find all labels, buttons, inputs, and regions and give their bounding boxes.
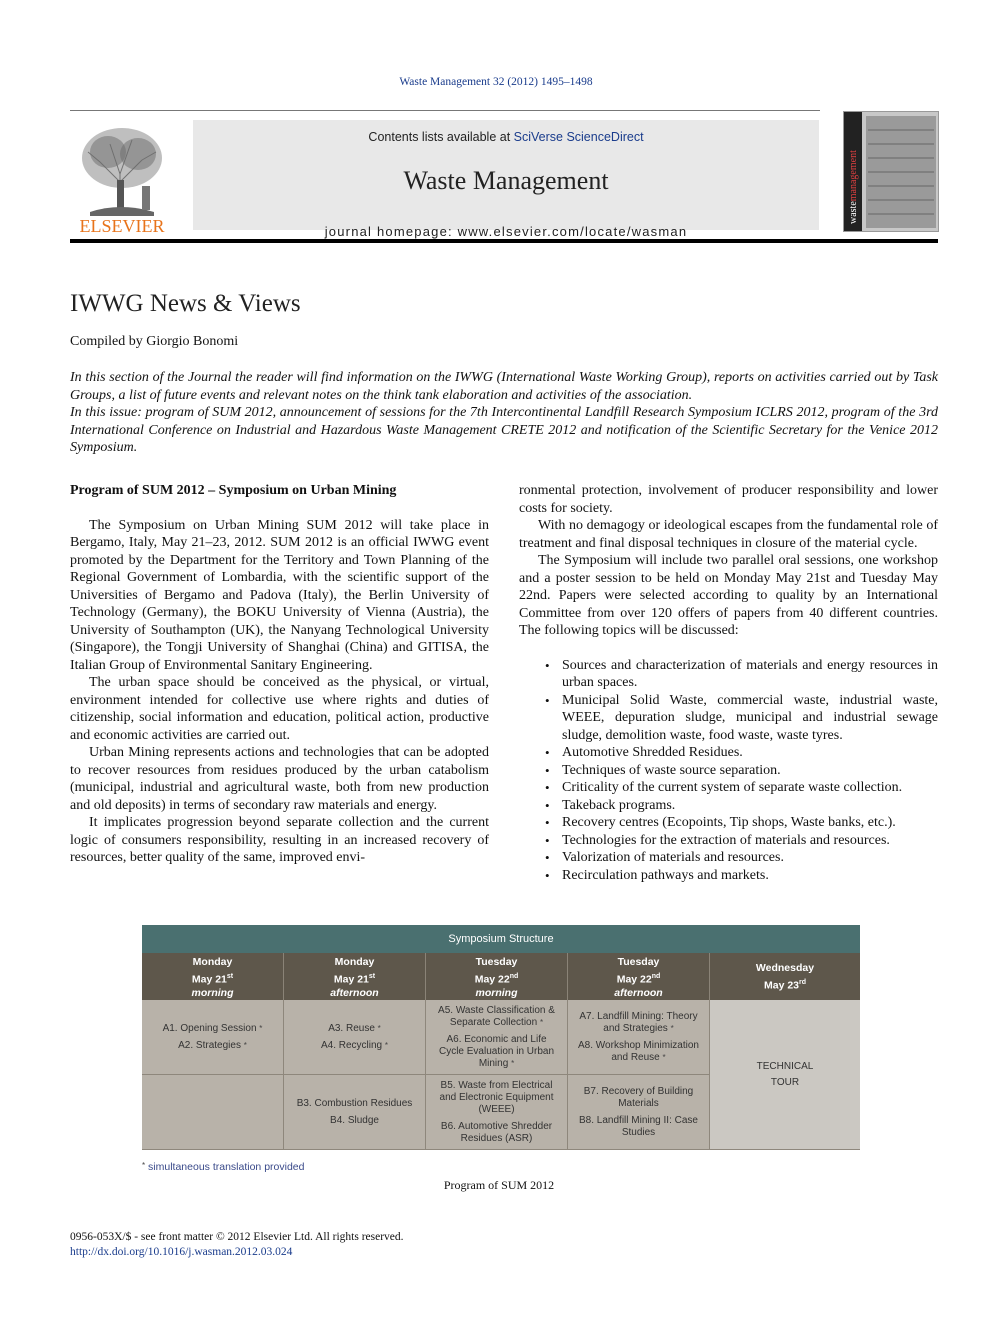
technical-tour-cell <box>710 1000 860 1150</box>
list-item: • Techniques of waste source separation. <box>519 762 938 780</box>
body-paragraph: The Symposium will include two parallel oral sessions, one workshop and a poster session to be held on Monday May 21st and Tuesday May 22nd. Papers were selected according to quality by an International Committee from over 120 offers of papers from 40 different countries. The following topics will be discussed: <box>519 553 938 638</box>
header-time: morning <box>191 986 234 999</box>
header-time: afternoon <box>330 986 379 999</box>
list-item: • Recovery centres (Ecopoints, Tip shops, Waste banks, etc.). <box>519 814 938 832</box>
header-date: May 21st <box>191 972 234 985</box>
header-day: Monday <box>192 956 233 968</box>
header-date: May 21st <box>333 972 376 985</box>
session-cell <box>426 1075 568 1150</box>
column-header-tue-am <box>426 953 568 1000</box>
body-paragraph: With no demagogy or ideological escapes from the fundamental role of treatment and final disposal techniques in closure of the material cycle. <box>519 518 938 551</box>
session-cell: A5. Waste Classification & Separate Collection * A6. Economic and Life Cycle Evaluation in Urban Mining * <box>426 1000 568 1075</box>
list-item: • Technologies for the extraction of materials and resources. <box>519 832 938 850</box>
article-title: IWWG News & Views <box>70 290 301 317</box>
left-column <box>70 482 489 867</box>
tour-label: TECHNICAL <box>756 1060 814 1072</box>
cover-title-b: management <box>848 150 859 202</box>
doi-link[interactable]: http://dx.doi.org/10.1016/j.wasman.2012.03.024 <box>70 1246 293 1258</box>
header-day: Monday <box>334 956 375 968</box>
homepage-prefix: journal homepage: <box>324 224 458 239</box>
intro-paragraph: In this section of the Journal the reader will find information on the IWWG (International Waste Working Group), reports on activities carried out by Task Groups, a list of future events and relevant notes on the think tank elaboration and activities of the association. <box>70 370 938 403</box>
header-date: May 22nd <box>474 972 519 985</box>
svg-text:wastemanagement <box>848 150 859 224</box>
session-label: B5. Waste from Electrical and Electronic Equipment (WEEE) <box>439 1079 554 1115</box>
session-cell: A3. Reuse * A4. Recycling * <box>284 1000 426 1075</box>
list-item: • Criticality of the current system of separate waste collection. <box>519 779 938 797</box>
list-item: • Municipal Solid Waste, commercial waste, industrial waste, WEEE, depuration sludge, municipal and industrial sewage sludge, demolition waste, food waste, waste tyres. <box>519 692 938 745</box>
header-day: Wednesday <box>755 962 815 974</box>
topics-list <box>519 657 938 885</box>
article-intro <box>70 369 938 457</box>
column-header-mon-am <box>142 953 284 1000</box>
page-footer <box>70 1230 404 1260</box>
header-time: morning <box>475 986 518 999</box>
list-item: • Valorization of materials and resources. <box>519 849 938 867</box>
column-header-mon-pm <box>284 953 426 1000</box>
intro-paragraph: In this issue: program of SUM 2012, announcement of sessions for the 7th Intercontinental Landfill Research Symposium ICLRS 2012, program of the 3rd International Conference on Industrial and Hazardous Waste Management CRETE 2012 and notification of the Scientific Secretary for the Venice 2012 Symposium. <box>70 405 938 455</box>
contents-prefix: Contents lists available at <box>368 130 514 144</box>
column-header-tue-pm <box>568 953 710 1000</box>
session-cell <box>284 1075 426 1150</box>
session-label: A2. Strategies <box>178 1039 241 1051</box>
sciencedirect-link[interactable]: SciVerse ScienceDirect <box>513 130 644 144</box>
column-header-wed <box>710 953 860 1000</box>
header-time: afternoon <box>614 986 663 999</box>
session-label: A6. Economic and Life Cycle Evaluation in Urban Mining <box>438 1033 555 1069</box>
list-item: • Takeback programs. <box>519 797 938 815</box>
session-label: B8. Landfill Mining II: Case Studies <box>579 1114 698 1138</box>
figure-caption: Program of SUM 2012 <box>443 1178 555 1192</box>
table-footnote: * simultaneous translation provided <box>142 1161 305 1173</box>
session-label: A8. Workshop Minimization and Reuse <box>578 1039 699 1063</box>
issn-copyright: 0956-053X/$ - see front matter © 2012 Elsevier Ltd. All rights reserved. <box>70 1231 404 1243</box>
session-cell: A7. Landfill Mining: Theory and Strategies * A8. Workshop Minimization and Reuse * <box>568 1000 710 1075</box>
footnote-text: simultaneous translation provided <box>148 1161 305 1173</box>
session-label: A3. Reuse <box>328 1022 375 1034</box>
section-heading: Program of SUM 2012 – Symposium on Urban Mining <box>70 483 397 498</box>
session-cell-empty <box>142 1075 284 1150</box>
elsevier-logo[interactable] <box>70 122 174 234</box>
journal-banner <box>193 120 819 239</box>
list-item: • Sources and characterization of materials and energy resources in urban spaces. <box>519 657 938 692</box>
body-paragraph: The Symposium on Urban Mining SUM 2012 will take place in Bergamo, Italy, May 21–23, 2012. SUM 2012 is an official IWWG event promoted by the Department for the Territory and Town Planning of the Regional Government of Lombardia, with the scientific support of the Universities of Bergamo and Padova (Italy), the Berlin University of Technology (Germany), the BOKU University of Vienna (Austria), the University of Southampton (UK), the Nanyang Technological University (Singapore), the Tongji University of Shanghai (China) and GITISA, the Italian Group of Environmental Sanitary Engineering. <box>70 517 489 673</box>
journal-masthead <box>70 110 938 242</box>
contents-line <box>193 130 819 144</box>
cover-title-a: waste <box>848 201 859 224</box>
table-title: Symposium Structure <box>142 925 860 953</box>
journal-cover-thumbnail[interactable] <box>843 111 939 232</box>
symposium-structure-table <box>142 925 860 1150</box>
header-date: May 23rd <box>763 978 807 991</box>
journal-citation[interactable]: Waste Management 32 (2012) 1495–1498 <box>399 76 593 88</box>
homepage-link[interactable]: www.elsevier.com/locate/wasman <box>457 224 688 239</box>
body-paragraph-continued: ronmental protection, involvement of producer responsibility and lower costs for society. <box>519 483 938 516</box>
article-byline: Compiled by Giorgio Bonomi <box>70 334 239 349</box>
session-label: B6. Automotive Shredder Residues (ASR) <box>440 1120 553 1144</box>
tour-label: TOUR <box>770 1076 800 1088</box>
session-cell: A1. Opening Session * A2. Strategies * <box>142 1000 284 1075</box>
cover-image <box>844 112 938 231</box>
header-date: May 22nd <box>616 972 661 985</box>
session-label: B4. Sludge <box>330 1114 379 1126</box>
session-label: B3. Combustion Residues <box>296 1097 413 1109</box>
session-label: A7. Landfill Mining: Theory and Strategies <box>579 1010 698 1034</box>
masthead-rule <box>70 239 938 243</box>
elsevier-tree-icon <box>70 122 174 234</box>
journal-homepage-line <box>193 224 819 239</box>
list-item: • Recirculation pathways and markets. <box>519 867 938 885</box>
header-day: Tuesday <box>475 956 518 968</box>
body-paragraph: The urban space should be conceived as the physical, or virtual, environment intended for collective use where rights and duties of citizenship, social information and education, political action, productive and economic activities are carried out. <box>70 675 489 743</box>
session-cell <box>568 1075 710 1150</box>
session-label: B7. Recovery of Building Materials <box>583 1085 694 1109</box>
elsevier-wordmark: ELSEVIER <box>79 216 165 234</box>
header-day: Tuesday <box>617 956 660 968</box>
list-item: • Automotive Shredded Residues. <box>519 744 938 762</box>
right-column <box>519 482 938 884</box>
journal-name: Waste Management <box>403 166 609 195</box>
session-label: A5. Waste Classification & Separate Collection <box>438 1004 555 1028</box>
body-paragraph: It implicates progression beyond separate collection and the current logic of consumers responsibility, resulting in an increased recovery of resources, better quality of the same, improved envi- <box>70 815 489 865</box>
body-paragraph: Urban Mining represents actions and technologies that can be adopted to recover resources from residues produced by the urban catabolism (municipal, industrial and agricultural waste, both from new production and old deposits) in terms of secondary raw materials and energy. <box>70 745 489 813</box>
session-label: A1. Opening Session <box>162 1022 257 1034</box>
session-label: A4. Recycling <box>320 1039 383 1051</box>
